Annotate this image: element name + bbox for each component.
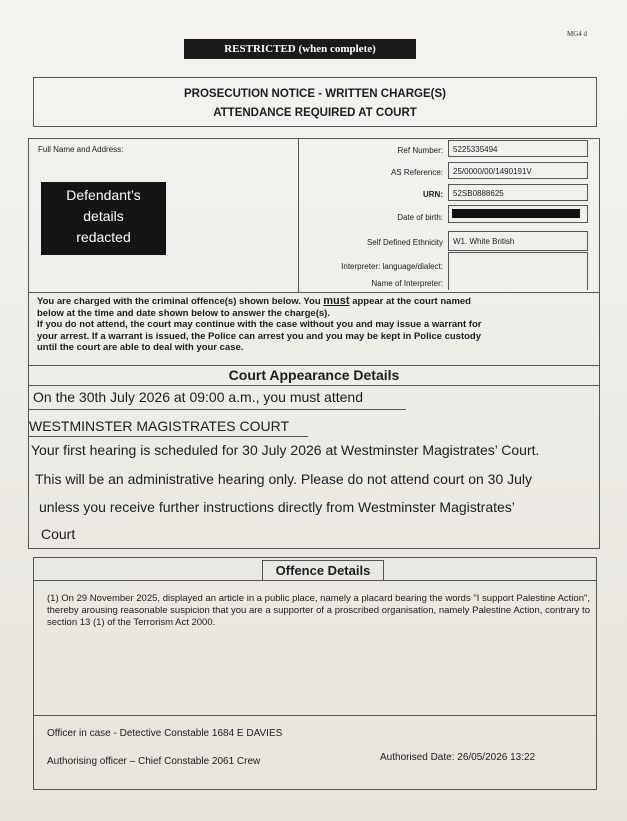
urn-value: 52SB0888625 — [448, 184, 588, 201]
notice-line-1-start: You are charged with the criminal offence(s) shown below. You — [37, 296, 324, 307]
interpreter-name-label: Name of Interpreter: — [371, 279, 443, 288]
offence-heading: Offence Details — [262, 560, 384, 580]
authorising-officer: Authorising officer – Chief Constable 2061 Crew — [47, 756, 261, 767]
authorised-date: Authorised Date: 26/05/2026 13:22 — [380, 752, 536, 763]
restricted-banner: RESTRICTED (when complete) — [184, 39, 416, 59]
divider-officers — [33, 715, 597, 716]
form-code: MG4 d — [566, 30, 587, 38]
charge-notice — [37, 296, 595, 354]
redaction-line-2: details — [83, 208, 124, 224]
court-line-1: On the 30th July 2026 at 09:00 a.m., you must attend — [33, 389, 363, 405]
notice-line-1-end: appear at the court named — [349, 296, 471, 307]
redaction-line-1: Defendant’s — [66, 187, 141, 203]
court-line-4: This will be an administrative hearing only. Please do not attend court on 30 July — [35, 471, 533, 487]
dob-redaction-bar — [452, 209, 580, 218]
title-line-2: ATTENDANCE REQUIRED AT COURT — [213, 107, 417, 119]
divider-offence-heading — [33, 580, 597, 581]
ref-number-value: 5225335494 — [448, 140, 588, 157]
redaction-line-3: redacted — [76, 229, 131, 245]
divider-court-heading — [28, 385, 600, 386]
notice-line-1 — [37, 296, 595, 308]
urn-label: URN: — [423, 190, 443, 199]
court-appearance-heading: Court Appearance Details — [228, 367, 400, 383]
court-line-6: Court — [41, 526, 76, 542]
notice-title-box — [33, 77, 597, 127]
officer-in-case: Officer in case - Detective Constable 1684 E DAVIES — [47, 728, 283, 739]
full-name-address-label: Full Name and Address: — [38, 145, 124, 154]
notice-line-2: below at the time and date shown below to answer the charge(s). — [37, 307, 330, 319]
interpreter-box — [448, 252, 588, 290]
ethnicity-value: W1. White British — [448, 231, 588, 251]
column-divider — [298, 138, 299, 292]
divider-court-2 — [28, 436, 308, 437]
notice-line-4: your arrest. If a warrant is issued, the Police can arrest you and you may be kept in Police custody — [37, 330, 482, 342]
redaction-block — [41, 182, 166, 255]
title-line-1: PROSECUTION NOTICE - WRITTEN CHARGE(S) — [184, 88, 446, 100]
offence-text: (1) On 29 November 2025, displayed an article in a public place, namely a placard bearing the words "I support Palestine Action", thereby arousing reasonable suspicion that you are a supporter of a proscribed organisation, namely Palestine Action, contrary to section 13 (1) of the Terrorism Act 2000. — [47, 593, 590, 628]
notice-line-5: until the court are able to deal with your case. — [37, 342, 244, 353]
court-line-5: unless you receive further instructions directly from Westminster Magistrates’ — [39, 499, 515, 515]
notice-must: must — [323, 295, 350, 307]
as-reference-value: 25/0000/00/1490191V — [448, 162, 588, 179]
interpreter-label: Interpreter: language/dialect: — [341, 262, 443, 271]
as-reference-label: AS Reference: — [390, 168, 443, 177]
court-name: WESTMINSTER MAGISTRATES COURT — [29, 418, 290, 434]
court-line-3: Your first hearing is scheduled for 30 July 2026 at Westminster Magistrates’ Court. — [31, 442, 540, 458]
divider-court-1 — [28, 409, 406, 410]
notice-line-3: If you do not attend, the court may continue with the case without you and may issue a warrant for — [37, 319, 482, 330]
divider-notice — [28, 292, 600, 293]
ref-number-label: Ref Number: — [397, 146, 443, 155]
dob-label: Date of birth: — [397, 213, 443, 222]
ethnicity-label: Self Defined Ethnicity — [366, 238, 443, 247]
